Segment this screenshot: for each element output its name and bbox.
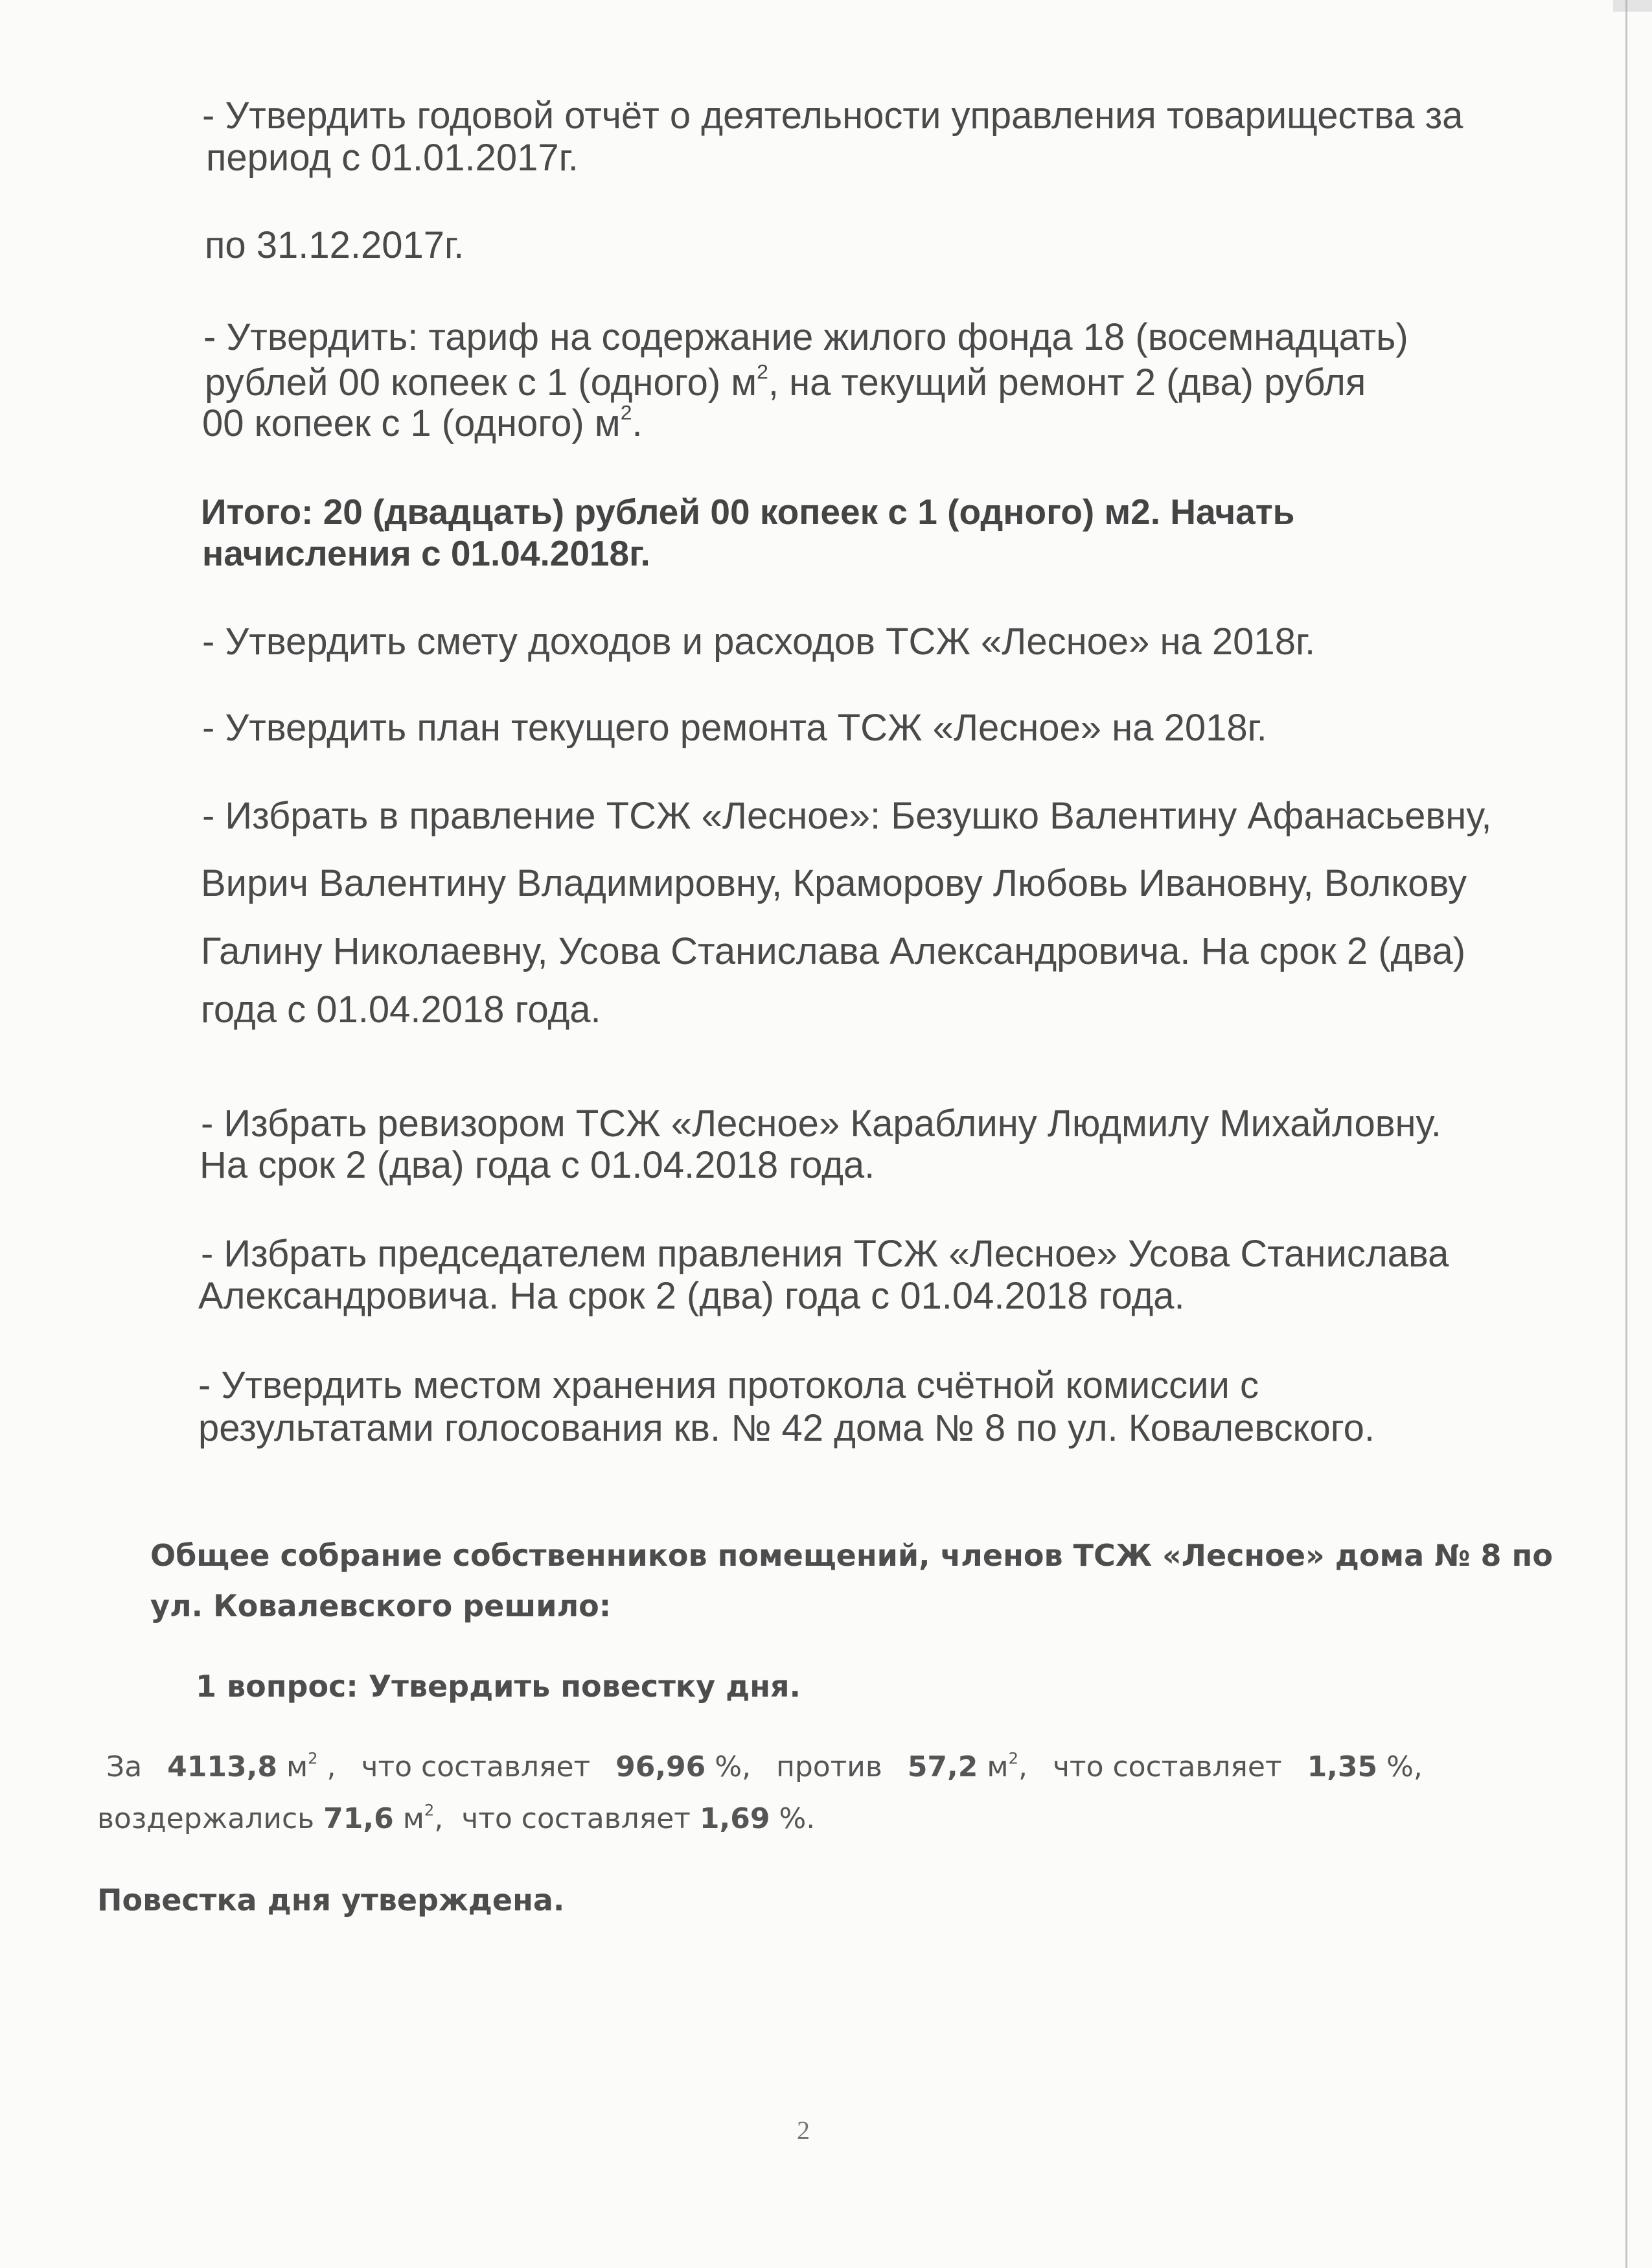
votes-for-percent-group xyxy=(615,1750,751,1783)
page-number: 2 xyxy=(797,2116,810,2145)
votes-for-label: За xyxy=(106,1750,143,1783)
votes-line-2: воздержались 71,6 $м^2$, что составляет 1,69 %. xyxy=(97,1801,816,1835)
report-approval-line-1: - Утвердить годовой отчёт о деятельности управления товарищества за xyxy=(202,95,1463,137)
tariff-line-3-text: 00 копеек с 1 (одного) м xyxy=(202,402,621,444)
that-is-label: что составляет xyxy=(1052,1750,1282,1783)
decision-heading-line-1: Общее собрание собственников помещений, членов ТСЖ «Лесное» дома № 8 по xyxy=(150,1538,1553,1573)
unit-label: м xyxy=(987,1750,1009,1783)
votes-for-percent: 96,96 xyxy=(615,1750,706,1783)
percent-sign: %. xyxy=(779,1802,816,1835)
board-election-line-4: года с 01.04.2018 года. xyxy=(201,989,601,1031)
votes-against-percent: 1,35 xyxy=(1307,1750,1378,1783)
tariff-line-2-text: рублей 00 копеек с 1 (одного) м xyxy=(205,361,757,404)
protocol-storage-line-2: результатами голосования кв. № 42 дома № 8 по ул. Ковалевского. xyxy=(198,1407,1375,1449)
total-tariff-line-2: начисления с 01.04.2018г. xyxy=(202,533,650,573)
agenda-approved: Повестка дня утверждена. xyxy=(97,1883,565,1918)
unit-label: м xyxy=(402,1802,424,1835)
scan-edge-top xyxy=(1613,0,1652,12)
tariff-line-2 xyxy=(205,360,1366,404)
auditor-election-line-1: - Избрать ревизором ТСЖ «Лесное» Караблину Людмилу Михайловну. xyxy=(201,1103,1441,1145)
tariff-line-1: - Утвердить: тариф на содержание жилого фонда 18 (восемнадцать) xyxy=(203,316,1408,358)
square-superscript: 2 xyxy=(1008,1749,1018,1768)
total-tariff-line-1: Итого: 20 (двадцать) рублей 00 копеек с 1 (одного) м2. Начать xyxy=(201,492,1295,532)
that-is-label: что составляет xyxy=(461,1802,691,1835)
votes-against-area: 57,2 $м^2$, xyxy=(907,1749,1027,1783)
repair-plan-approval: - Утвердить план текущего ремонта ТСЖ «Лесное» на 2018г. xyxy=(202,707,1267,749)
votes-abstain-percent: 1,69 xyxy=(699,1802,770,1835)
chairman-election-line-2: Александровича. На срок 2 (два) года с 01.04.2018 года. xyxy=(198,1275,1185,1317)
votes-for-value: 4113,8 xyxy=(167,1750,277,1783)
chairman-election-line-1: - Избрать председателем правления ТСЖ «Лесное» Усова Станислава xyxy=(201,1233,1449,1275)
votes-line-1 xyxy=(106,1749,1423,1783)
auditor-election-line-2: На срок 2 (два) года с 01.04.2018 года. xyxy=(200,1144,875,1186)
percent-sign: %, xyxy=(1386,1750,1423,1783)
votes-against-percent-group xyxy=(1307,1750,1423,1783)
square-superscript: 2 xyxy=(424,1801,435,1820)
tariff-line-3-tail: . xyxy=(632,402,643,444)
report-approval-line-2: период с 01.01.2017г. xyxy=(206,137,579,179)
report-period-end: по 31.12.2017г. xyxy=(205,224,465,266)
scan-edge-right xyxy=(1625,0,1627,2268)
board-election-line-1: - Избрать в правление ТСЖ «Лесное»: Безушко Валентину Афанасьевну, xyxy=(202,795,1492,837)
protocol-storage-line-1: - Утвердить местом хранения протокола счётной комиссии с xyxy=(198,1364,1259,1406)
tariff-line-2-tail: , на текущий ремонт 2 (два) рубля xyxy=(768,361,1366,404)
board-election-line-3: Галину Николаевну, Усова Станислава Александровича. На срок 2 (два) xyxy=(201,930,1466,972)
that-is-label: что составляет xyxy=(361,1750,591,1783)
decision-heading-line-2: ул. Ковалевского решило: xyxy=(150,1588,612,1623)
votes-against-label: против xyxy=(776,1750,882,1783)
votes-abstain-value: 71,6 xyxy=(323,1802,394,1835)
square-superscript: 2 xyxy=(308,1749,318,1768)
votes-abstain-label: воздержались xyxy=(97,1802,315,1835)
votes-for-area: 4113,8 $м^2$ , xyxy=(167,1749,336,1783)
budget-approval: - Утвердить смету доходов и расходов ТСЖ «Лесное» на 2018г. xyxy=(202,621,1316,663)
unit-label: м xyxy=(286,1750,308,1783)
votes-against-value: 57,2 xyxy=(907,1750,978,1783)
percent-sign: %, xyxy=(715,1750,751,1783)
tariff-line-3 xyxy=(202,400,643,444)
square-superscript: 2 xyxy=(757,360,768,384)
board-election-line-2: Вирич Валентину Владимировну, Краморову Любовь Ивановну, Волкову xyxy=(201,862,1467,904)
question-1-title: 1 вопрос: Утвердить повестку дня. xyxy=(196,1669,801,1704)
square-superscript: 2 xyxy=(620,400,632,424)
